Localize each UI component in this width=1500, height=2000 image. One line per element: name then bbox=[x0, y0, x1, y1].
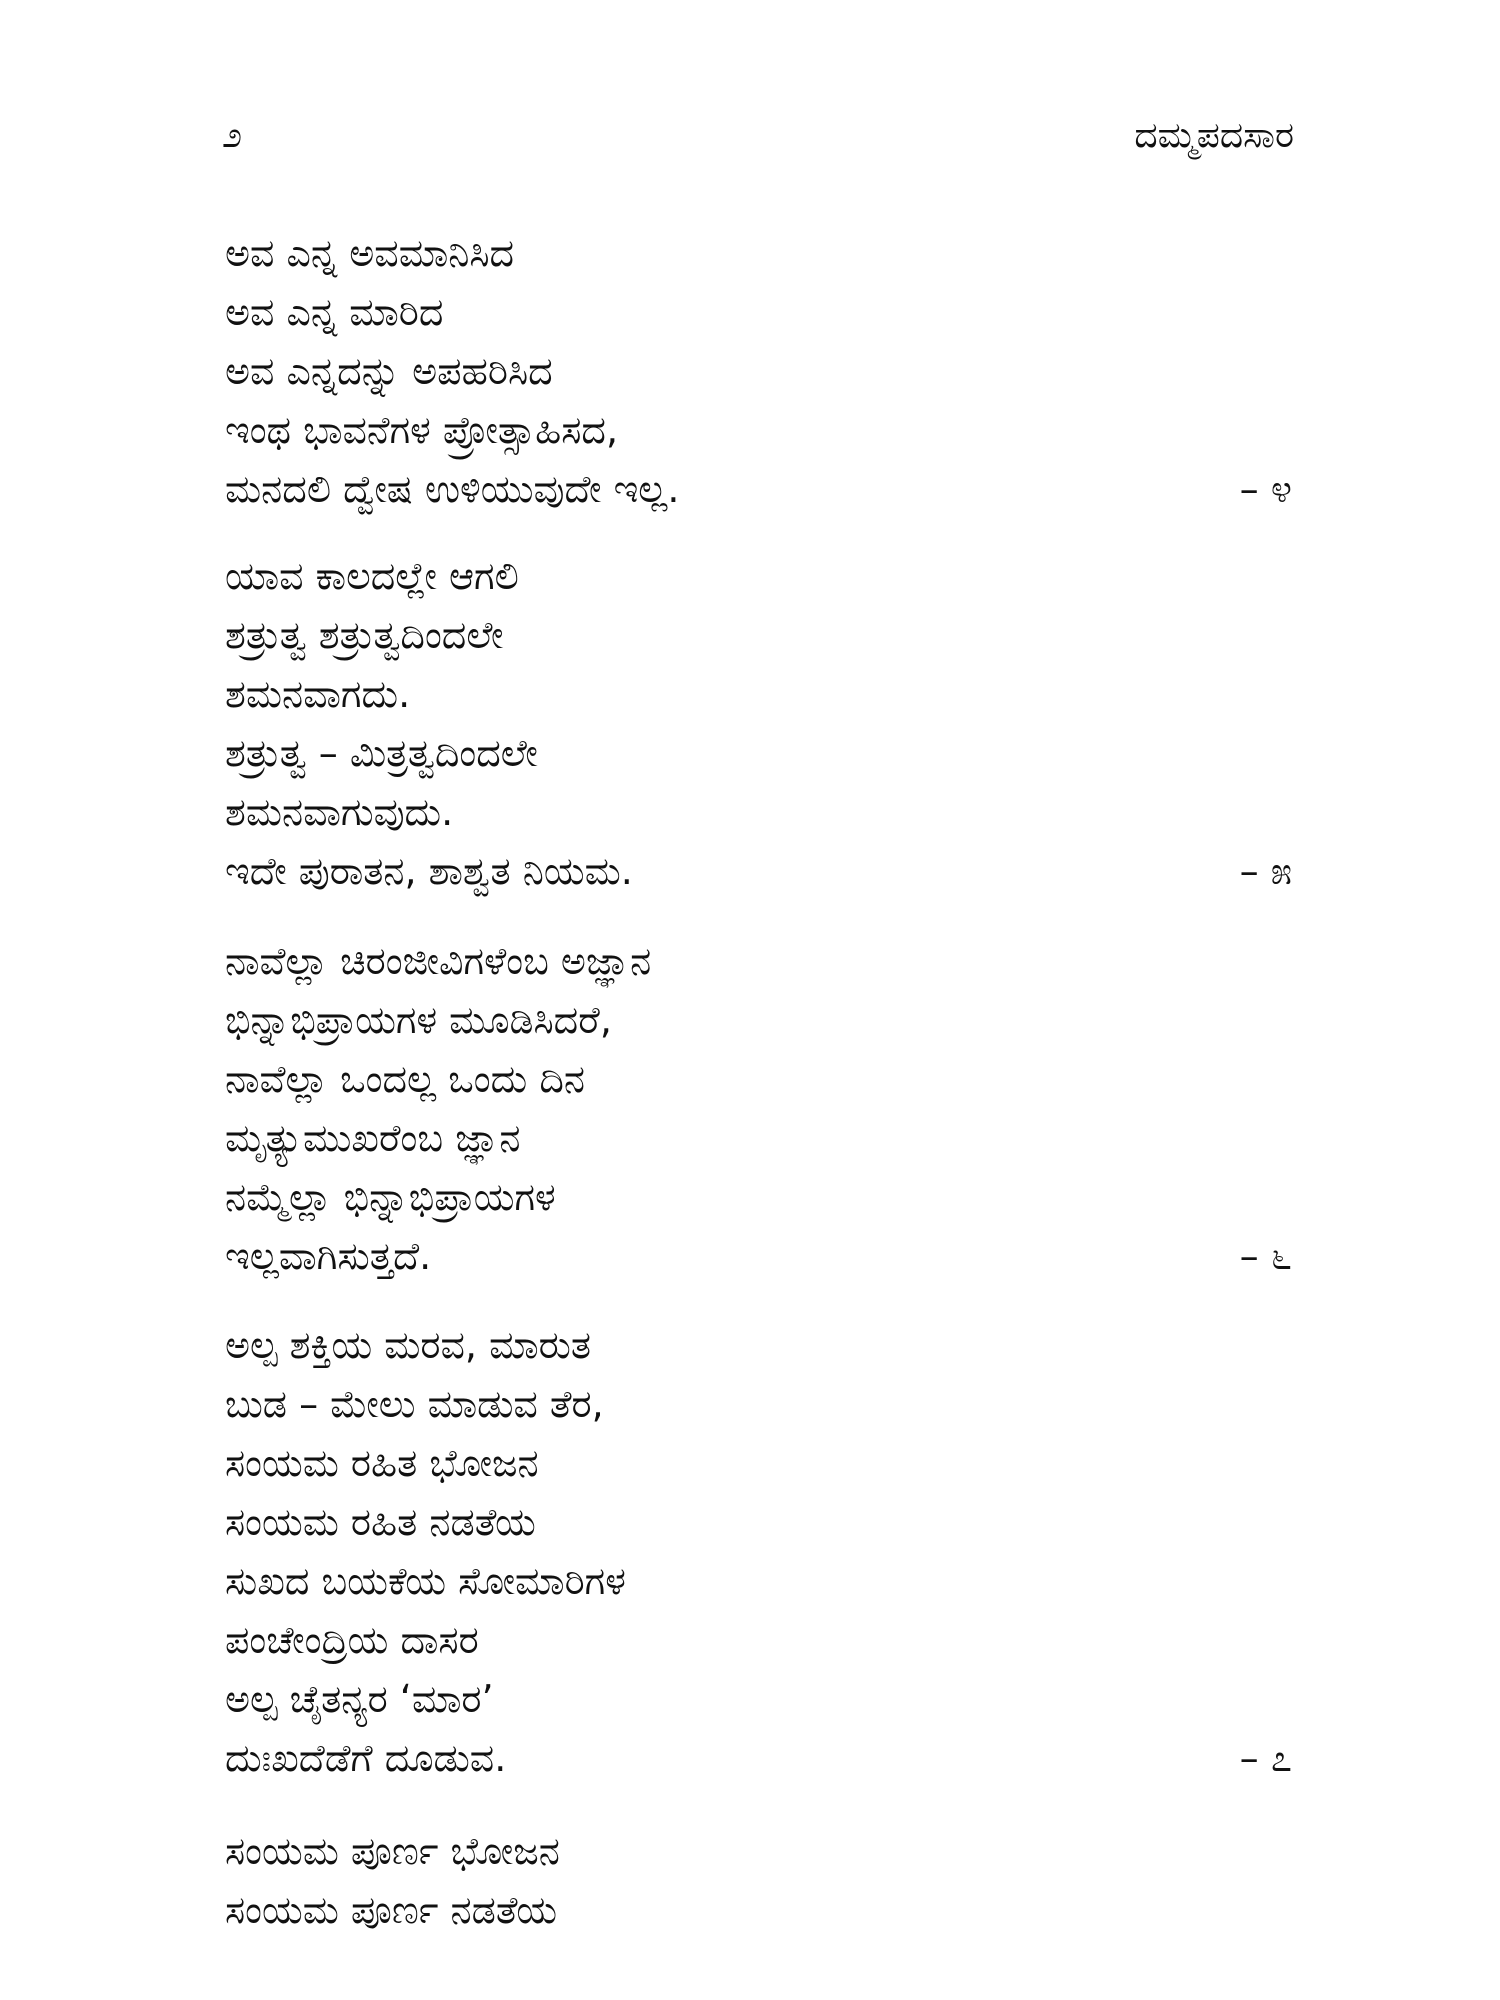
verse-line-last bbox=[225, 842, 1300, 901]
verse-number: – ೬ bbox=[1239, 1234, 1292, 1278]
verse-line: ಸಂಯಮ ರಹಿತ ನಡತೆಯ bbox=[225, 1500, 536, 1544]
verse-line-text: ದುಃಖದೆಡೆಗೆ ದೂಡುವ. bbox=[225, 1736, 507, 1780]
verse-line: ಶತ್ರುತ್ವ ಶತ್ರುತ್ವದಿಂದಲೇ bbox=[225, 613, 504, 657]
stanza-4 bbox=[225, 1316, 1300, 1788]
verse-line: ಸಂಯಮ ರಹಿತ ಭೋಜನ bbox=[225, 1441, 539, 1485]
verse-line: ಸಂಯಮ ಪೂರ್ಣ ನಡತೆಯ bbox=[225, 1888, 558, 1932]
verse-number: – ೭ bbox=[1239, 1736, 1292, 1780]
stanza-3 bbox=[225, 932, 1300, 1286]
page-header bbox=[0, 0, 1500, 200]
verse-line: ಸಂಯಮ ಪೂರ್ಣ ಭೋಜನ bbox=[225, 1829, 560, 1873]
verse-line: ಸುಖದ ಬಯಕೆಯ ಸೋಮಾರಿಗಳ bbox=[225, 1559, 626, 1603]
verse-line: ನಮ್ಮೆಲ್ಲಾ ಭಿನ್ನಾಭಿಪ್ರಾಯಗಳ bbox=[225, 1175, 556, 1219]
verse-line: ಮೃತ್ಯುಮುಖರೆಂಬ ಜ್ಞಾನ bbox=[225, 1116, 521, 1160]
verse-line: ಭಿನ್ನಾಭಿಪ್ರಾಯಗಳ ಮೂಡಿಸಿದರೆ, bbox=[225, 998, 612, 1042]
verse-line-text: ಇದೇ ಪುರಾತನ, ಶಾಶ್ವತ ನಿಯಮ. bbox=[225, 849, 633, 893]
stanza-5 bbox=[225, 1822, 1300, 1940]
verse-line: ಅವ ಎನ್ನದನ್ನು ಅಪಹರಿಸಿದ bbox=[225, 349, 553, 393]
verse-line: ಅವ ಎನ್ನ ಮಾರಿದ bbox=[225, 290, 444, 334]
verse-line-text: ಮನದಲಿ ದ್ವೇಷ ಉಳಿಯುವುದೇ ಇಲ್ಲ. bbox=[225, 467, 680, 511]
verse-line: ಶಮನವಾಗುವುದು. bbox=[225, 790, 454, 834]
verse-number: – ೫ bbox=[1239, 849, 1292, 893]
verse-line: ನಾವೆಲ್ಲಾ ಚಿರಂಜೀವಿಗಳೆಂಬ ಅಜ್ಞಾನ bbox=[225, 939, 652, 983]
page-number: ೨ bbox=[222, 115, 243, 156]
verse-line: ಶತ್ರುತ್ವ – ಮಿತ್ರತ್ವದಿಂದಲೇ bbox=[225, 731, 538, 775]
verse-line-last bbox=[225, 1227, 1300, 1286]
verse-line: ಇಂಥ ಭಾವನೆಗಳ ಪ್ರೋತ್ಸಾಹಿಸದ, bbox=[225, 408, 619, 452]
running-title: ದಮ್ಮಪದಸಾರ bbox=[1134, 115, 1294, 156]
verse-line-text: ಇಲ್ಲವಾಗಿಸುತ್ತದೆ. bbox=[225, 1234, 432, 1278]
verse-line: ಅವ ಎನ್ನ ಅವಮಾನಿಸಿದ bbox=[225, 231, 515, 275]
verse-line: ನಾವೆಲ್ಲಾ ಒಂದಲ್ಲ ಒಂದು ದಿನ bbox=[225, 1057, 585, 1101]
verse-number: – ೪ bbox=[1239, 467, 1292, 511]
stanza-2 bbox=[225, 547, 1300, 901]
verse-line: ಶಮನವಾಗದು. bbox=[225, 672, 411, 716]
verse-line: ಅಲ್ಪ ಶಕ್ತಿಯ ಮರವ, ಮಾರುತ bbox=[225, 1323, 591, 1367]
verse-line: ಅಲ್ಪ ಚೈತನ್ಯರ ‘ಮಾರ’ bbox=[225, 1677, 494, 1721]
verse-line: ಬುಡ – ಮೇಲು ಮಾಡುವ ತೆರ, bbox=[225, 1382, 604, 1426]
verse-line: ಯಾವ ಕಾಲದಲ್ಲೇ ಆಗಲಿ bbox=[225, 554, 519, 598]
verse-line: ಪಂಚೇಂದ್ರಿಯ ದಾಸರ bbox=[225, 1618, 479, 1662]
verse-line-last bbox=[225, 1729, 1300, 1788]
verse-line-last bbox=[225, 460, 1300, 519]
stanza-1 bbox=[225, 224, 1300, 519]
